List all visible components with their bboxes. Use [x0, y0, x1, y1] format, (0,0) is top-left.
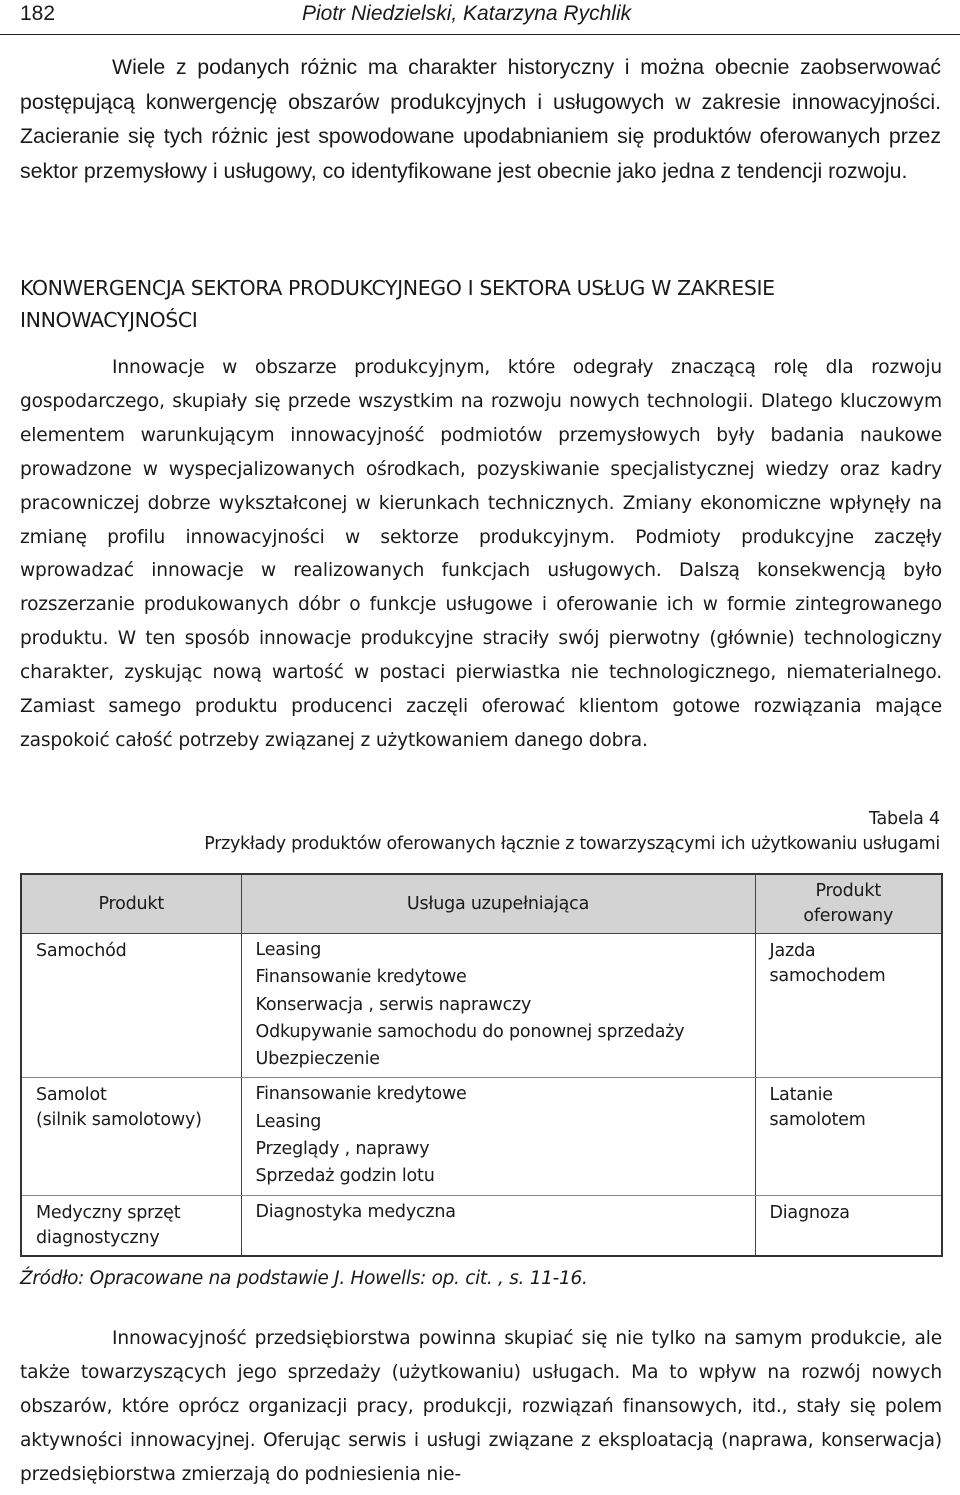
- offered-product-cell-line: samochodem: [769, 966, 886, 986]
- running-head-authors: Piotr Niedzielski, Katarzyna Rychlik: [302, 2, 632, 25]
- header-offered-product: [755, 874, 942, 934]
- products-services-table: [20, 873, 943, 1257]
- product-cell: [21, 1078, 241, 1195]
- header-complementary-service: Usługa uzupełniająca: [241, 874, 755, 934]
- table-header-row: [21, 874, 942, 934]
- product-cell: [21, 1195, 241, 1256]
- offered-product-cell: [755, 1195, 942, 1256]
- service-cell-line: Leasing: [255, 940, 322, 960]
- table-row: [21, 934, 942, 1078]
- product-cell: [21, 934, 241, 1078]
- closing-paragraph: Innowacyjność przedsiębiorstwa powinna skupiać się nie tylko na samym produkcie, ale także towarzyszących jego sprzedaży (użytkowaniu) usługach. Ma to wpływ na rozwój nowych obszarów, które oprócz organizacji pracy, produkcji, rozwiązań finansowych, itd., stały się polem aktywności innowacyjnej. Oferując serwis i usługi związane z eksploatacją (naprawa, konserwacja) przedsiębiorstwa zmierzają do podniesienia nie-: [20, 1328, 942, 1485]
- header-offered-line: oferowany: [803, 906, 894, 926]
- offered-product-cell-line: Diagnoza: [769, 1202, 850, 1223]
- header-offered-line: Produkt: [815, 881, 882, 901]
- table-row: [21, 1078, 942, 1195]
- section-heading: KONWERGENCJA SEKTORA PRODUKCYJNEGO I SEKTORA USŁUG W ZAKRESIE INNOWACYJNOŚCI: [20, 276, 775, 332]
- running-header: [0, 0, 960, 35]
- service-cell-line: Przeglądy , naprawy: [255, 1139, 430, 1160]
- product-cell-line: (silnik samolotowy): [36, 1110, 202, 1131]
- service-cell-line: Odkupywanie samochodu do ponownej sprzedaży: [255, 1021, 685, 1042]
- service-cell: [241, 1078, 755, 1195]
- service-cell-line: Sprzedaż godzin lotu: [255, 1166, 435, 1187]
- offered-product-cell: [755, 1078, 942, 1195]
- product-cell-line: diagnostyczny: [36, 1227, 160, 1248]
- service-cell-line: Leasing: [255, 1111, 322, 1132]
- table-row: [21, 1195, 942, 1256]
- table-source-note: Źródło: Opracowane na podstawie J. Howells: op. cit. , s. 11-16.: [20, 1268, 588, 1289]
- table-caption: Przykłady produktów oferowanych łącznie z towarzyszącymi ich użytkowaniu usługami: [204, 834, 940, 854]
- service-cell: [241, 934, 755, 1078]
- offered-product-cell-line: Jazda: [769, 941, 816, 961]
- header-product: Produkt: [21, 874, 241, 934]
- section-paragraph: Innowacje w obszarze produkcyjnym, które odegrały znaczącą rolę dla rozwoju gospodarczego, skupiały się przede wszystkim na rozwoju nowych technologii. Dlatego kluczowym elementem warunkującym innowacyjność podmiotów przemysłowych były badania naukowe prowadzone w wyspecjalizowanych ośrodkach, pozyskiwanie specjalistycznej wiedzy oraz kadry pracowniczej dobrze wykształconej w kierunkach technicznych. Zmiany ekonomiczne wpłynęły na zmianę profilu innowacyjności w sektorze produkcyjnym. Podmioty produkcyjne zaczęły wprowadzać innowacje w realizowanych funkcjach usługowych. Dalszą konsekwencją było rozszerzanie produkowanych dóbr o funkcje usługowe i oferowanie ich w formie zintegrowanego produktu. W ten sposób innowacje produkcyjne straciły swój pierwotny (głównie) technologiczny charakter, zyskując nową wartość w postaci pierwiastka nie technologicznego, niematerialnego. Zamiast samego produktu producenci zaczęli oferować klientom gotowe rozwiązania mające zaspokoić całość potrzeby związanej z użytkowaniem danego dobra.: [20, 357, 942, 751]
- table-label: Tabela 4: [868, 809, 940, 829]
- intro-paragraph: Wiele z podanych różnic ma charakter historyczny i można obecnie zaobserwować postępującą konwergencję obszarów produkcyjnych i usługowych w zakresie innowacyjności. Zacieranie się tych różnic jest spowodowane upodabnianiem się produktów oferowanych przez sektor przemysłowy i usługowy, co identyfikowane jest obecnie jako jedna z tendencji rozwoju.: [20, 55, 941, 183]
- product-cell-line: Samochód: [36, 941, 127, 961]
- service-cell-line: Ubezpieczenie: [255, 1049, 380, 1070]
- service-cell-line: Diagnostyka medyczna: [255, 1201, 456, 1222]
- offered-product-cell-line: samolotem: [769, 1110, 866, 1131]
- offered-product-cell-line: Latanie: [769, 1085, 833, 1106]
- service-cell-line: Konserwacja , serwis naprawczy: [255, 994, 532, 1015]
- product-cell-line: Samolot: [36, 1085, 107, 1106]
- service-cell-line: Finansowanie kredytowe: [255, 1084, 467, 1105]
- page-number: 182: [20, 2, 56, 25]
- service-cell: [241, 1195, 755, 1256]
- offered-product-cell: [755, 934, 942, 1078]
- service-cell-line: Finansowanie kredytowe: [255, 967, 467, 988]
- product-cell-line: Medyczny sprzęt: [36, 1202, 181, 1223]
